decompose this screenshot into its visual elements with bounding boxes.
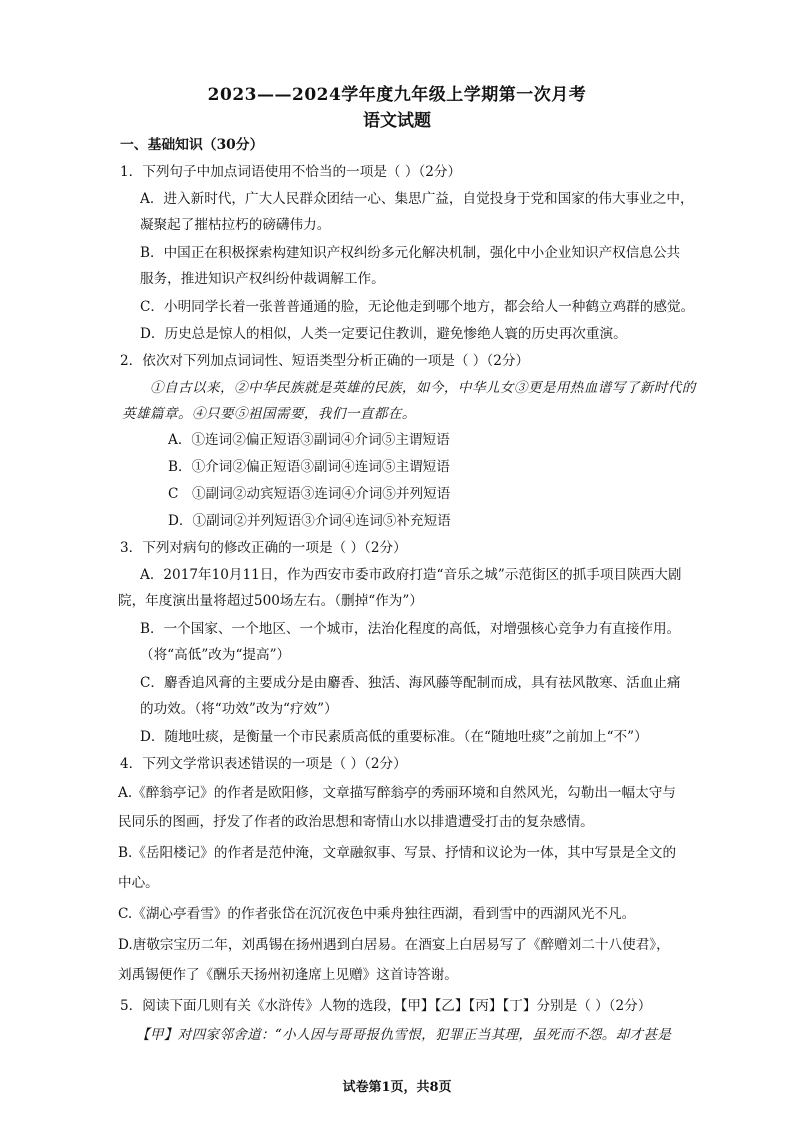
- question-2-option-c: C ①副词②动宾短语③连词④介词⑤并列短语: [168, 486, 451, 502]
- question-2-option-a: A．①连词②偏正短语③副词④介词⑤主谓短语: [168, 432, 450, 448]
- question-5-stem: 5．阅读下面几则有关《水浒传》人物的选段，【甲】【乙】【丙】【丁】分别是（ ）（2分）: [120, 998, 652, 1014]
- question-2-option-b: B．①介词②偏正短语③副词④连词⑤主谓短语: [168, 459, 450, 475]
- exam-title: 2023——2024学年度九年级上学期第一次月考: [207, 85, 587, 105]
- exam-subtitle: 语文试题: [363, 111, 431, 131]
- question-1-option-a: A．进入新时代，广大人民群众团结一心、集思广益，自觉投身于党和国家的伟大事业之中，: [140, 191, 694, 207]
- question-4-option-c: C.《湖心亭看雪》的作者张岱在沉沉夜色中乘舟独往西湖，看到雪中的西湖风光不凡。: [118, 906, 636, 922]
- question-3-option-a: A．2017年10月11日，作为西安市委市政府打造“音乐之城”示范街区的抓手项目陕西大剧: [140, 567, 682, 583]
- question-2-sentence-cont: 英雄篇章。④只要⑤祖国需要，我们一直都在。: [122, 406, 416, 422]
- question-4-option-a-cont: 民同乐的图画，抒发了作者的政治思想和寄情山水以排遣遭受打击的复杂感情。: [118, 814, 594, 830]
- question-2-option-d: D．①副词②并列短语③介词④连词⑤补充短语: [168, 513, 451, 529]
- question-3-stem: 3．下列对病句的修改正确的一项是（ ）（2分）: [120, 540, 407, 556]
- question-4-option-a: A.《醉翁亭记》的作者是欧阳修，文章描写醉翁亭的秀丽环境和自然风光，勾勒出一幅太守与: [118, 785, 676, 801]
- question-1-option-b-cont: 服务，推进知识产权纠纷仲裁调解工作。: [140, 271, 385, 287]
- question-3-option-b: B．一个国家、一个地区、一个城市，法治化程度的高低，对增强核心竞争力有直接作用。: [140, 621, 681, 637]
- question-3-option-c: C．麝香追风膏的主要成分是由麝香、独活、海风藤等配制而成，具有祛风散寒、活血止痛: [140, 675, 681, 691]
- question-1-option-a-cont: 凝聚起了摧枯拉朽的磅礴伟力。: [140, 217, 331, 233]
- question-2-stem: 2．依次对下列加点词词性、短语类型分析正确的一项是（ ）（2分）: [120, 353, 530, 369]
- question-3-option-c-cont: 的功效。（将“功效”改为“疗效”）: [140, 701, 338, 717]
- question-3-option-b-cont: （将“高低”改为“提高”）: [140, 647, 291, 663]
- question-1-option-b: B．中国正在积极探索构建知识产权纠纷多元化解决机制，强化中小企业知识产权信息公共: [140, 245, 681, 261]
- question-1-stem: 1．下列句子中加点词语使用不恰当的一项是（ ）（2分）: [120, 164, 462, 180]
- question-2-sentence: ①自古以来，②中华民族就是英雄的民族，如今，中华儿女③更是用热血谱写了新时代的: [150, 380, 696, 396]
- question-1-option-d: D．历史总是惊人的相似，人类一定要记住教训，避免惨绝人寰的历史再次重演。: [140, 326, 627, 342]
- question-5-passage-jia: 【甲】对四家邻舍道：“小人因与哥哥报仇雪恨，犯罪正当其理，虽死而不怨。却才甚是: [136, 1027, 672, 1043]
- question-4-option-d-cont: 刘禹锡便作了《酬乐天扬州初逢席上见赠》这首诗答谢。: [118, 967, 458, 983]
- question-4-option-b-cont: 中心。: [118, 875, 159, 891]
- section-heading: 一、基础知识（30分）: [120, 137, 264, 153]
- page-footer: 试卷第1页，共8页: [342, 1080, 452, 1095]
- question-3-option-a-cont: 院，年度演出量将超过500场左右。（删掉“作为”）: [118, 593, 423, 609]
- question-4-option-b: B.《岳阳楼记》的作者是范仲淹，文章融叙事、写景、抒情和议论为一体，其中写景是全文的: [118, 845, 677, 861]
- question-4-stem: 4．下列文学常识表述错误的一项是（ ）（2分）: [120, 756, 407, 772]
- question-1-option-c: C．小明同学长着一张普普通通的脸，无论他走到哪个地方，都会给人一种鹤立鸡群的感觉。: [140, 299, 695, 315]
- question-4-option-d: D.唐敬宗宝历二年，刘禹锡在扬州遇到白居易。在酒宴上白居易写了《醉赠刘二十八使君》，: [118, 937, 670, 953]
- question-3-option-d: D．随地吐痰，是衡量一个市民素质高低的重要标准。（在“随地吐痰”之前加上“不”）: [140, 729, 648, 745]
